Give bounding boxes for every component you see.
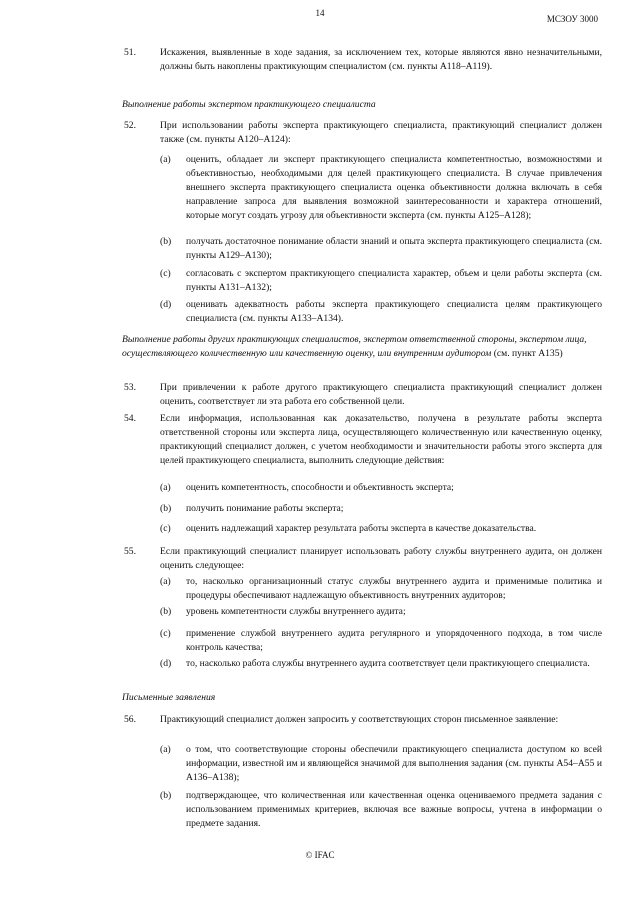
- list-item-55d: [160, 657, 602, 671]
- item-label: (d): [160, 658, 172, 669]
- footer-copyright: © IFAC: [305, 850, 335, 860]
- item-label: (a): [160, 744, 171, 755]
- item-text: то, насколько организационный статус службы внутреннего аудита и применимые политика и процедуры обеспечивают надлежащую объективность внутренних аудиторов;: [186, 576, 602, 601]
- list-item-55c: [160, 627, 602, 655]
- item-text: уровень компетентности службы внутреннего аудита;: [186, 606, 406, 617]
- item-label: (b): [160, 606, 172, 617]
- list-item-54c: [160, 522, 602, 536]
- heading-italic-text: Выполнение работы других практикующих специалистов, экспертом ответственной стороны, экспертом лица, осуществляющего количественную или качественную оценку, или внутренним аудитором: [122, 334, 587, 359]
- paragraph-number: 55.: [124, 546, 136, 557]
- list-item-54a: [160, 481, 602, 495]
- paragraph-number: 54.: [124, 413, 136, 424]
- paragraph-54: [124, 412, 602, 468]
- section-heading-expert: Выполнение работы экспертом практикующего специалиста: [122, 99, 376, 110]
- list-item-52b: [160, 235, 602, 263]
- item-label: (b): [160, 236, 172, 247]
- item-label: (a): [160, 154, 171, 165]
- paragraph-53: [124, 381, 602, 409]
- item-text: о том, что соответствующие стороны обеспечили практикующего специалиста доступом ко всей информации, известной им и являющейся значимой для выполнения задания (см. пункты A54–A55 и A136–A138);: [186, 744, 602, 783]
- item-label: (a): [160, 482, 171, 493]
- list-item-55a: [160, 575, 602, 603]
- section-heading-other-practitioners: [122, 333, 602, 361]
- item-text: подтверждающее, что количественная или качественная оценка оцениваемого предмета задания с использованием применимых критериев, включая все важные вопросы, учтена в информации о предмете задания.: [186, 790, 602, 829]
- item-text: оценить надлежащий характер результата работы эксперта в качестве доказательства.: [186, 523, 537, 534]
- paragraph-number: 56.: [124, 714, 136, 725]
- list-item-56b: [160, 789, 602, 831]
- paragraph-56: [124, 713, 602, 727]
- paragraph-text: Если практикующий специалист планирует использовать работу службы внутреннего аудита, он должен оценить следующее:: [160, 546, 602, 571]
- paragraph-52: [124, 119, 602, 147]
- item-text: оценить компетентность, способности и объективность эксперта;: [186, 482, 454, 493]
- paragraph-number: 53.: [124, 382, 136, 393]
- section-heading-written-statements: Письменные заявления: [122, 692, 216, 703]
- item-label: (c): [160, 628, 171, 639]
- list-item-56a: [160, 743, 602, 785]
- item-text: оценить, обладает ли эксперт практикующего специалиста компетентностью, возможностями и объективностью, необходимыми для целей практикующего специалиста. В случае привлечения внешнего эксперта практикующего специалиста оценка объективности должна включать в себя направление запроса для выявления возможной заинтересованности и характера отношений, которые могут создать угрозу для объективности эксперта (см. пункты A125–A128);: [186, 154, 602, 221]
- paragraph-text: Практикующий специалист должен запросить у соответствующих сторон письменное заявление:: [160, 714, 559, 725]
- item-text: получить понимание работы эксперта;: [186, 503, 344, 514]
- item-text: применение службой внутреннего аудита регулярного и упорядоченного подхода, в том числе контроль качества;: [186, 628, 602, 653]
- list-item-52a: [160, 153, 602, 223]
- item-label: (b): [160, 503, 172, 514]
- paragraph-number: 52.: [124, 120, 136, 131]
- paragraph-55: [124, 545, 602, 573]
- item-label: (c): [160, 268, 171, 279]
- item-text: то, насколько работа службы внутреннего аудита соответствует цели практикующего специалиста.: [186, 658, 590, 669]
- item-label: (d): [160, 299, 172, 310]
- item-text: получать достаточное понимание области знаний и опыта эксперта практикующего специалиста (см. пункты A129–A130);: [186, 236, 602, 261]
- item-text: оценивать адекватность работы эксперта практикующего специалиста целям практикующего специалиста (см. пункты A133–A134).: [186, 299, 602, 324]
- paragraph-text: Если информация, использованная как доказательство, получена в результате работы эксперта ответственной стороны или эксперта лица, осуществляющего количественную или качественную оценку, практикующий специалист должен, с учетом необходимости и значительности работы этого эксперта для целей практикующего специалиста, выполнить следующие действия:: [160, 413, 602, 466]
- paragraph-51: [124, 46, 602, 74]
- paragraph-text: При использовании работы эксперта практикующего специалиста, практикующий специалист должен также (см. пункты A120–A124):: [160, 120, 602, 145]
- list-item-52d: [160, 298, 602, 326]
- list-item-52c: [160, 267, 602, 295]
- list-item-54b: [160, 502, 602, 516]
- page-number: 14: [315, 8, 325, 18]
- document-code: МСЗОУ 3000: [546, 14, 598, 24]
- item-label: (c): [160, 523, 171, 534]
- item-text: согласовать с экспертом практикующего специалиста характер, объем и цели работы эксперта (см. пункты A131–A132);: [186, 268, 602, 293]
- paragraph-text: При привлечении к работе другого практикующего специалиста практикующий специалист должен оценить, соответствует ли эта работа его собственной цели.: [160, 382, 602, 407]
- list-item-55b: [160, 605, 602, 619]
- paragraph-text: Искажения, выявленные в ходе задания, за исключением тех, которые являются явно незначительными, должны быть накоплены практикующим специалистом (см. пункты A118–A119).: [160, 47, 602, 72]
- item-label: (b): [160, 790, 172, 801]
- heading-reference: (см. пункт A135): [491, 348, 563, 359]
- item-label: (a): [160, 576, 171, 587]
- paragraph-number: 51.: [124, 47, 136, 58]
